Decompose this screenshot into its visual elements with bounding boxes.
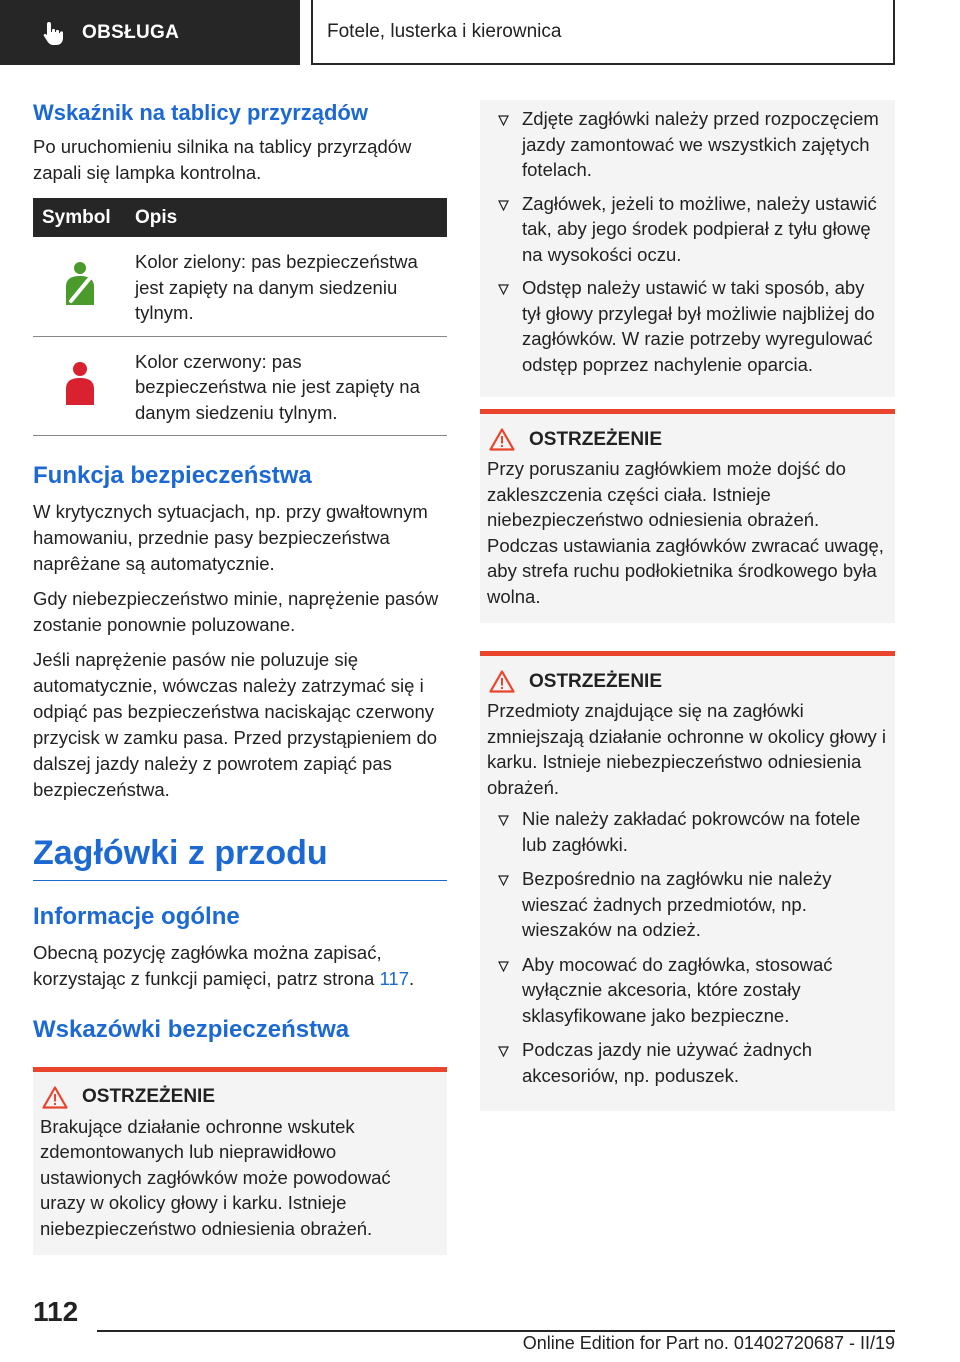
list-item-text: Nie należy zakładać pokrowców na fotele lub zagłówki. xyxy=(522,808,861,855)
chapter-title: Fotele, lusterka i kierownica xyxy=(311,0,895,65)
description-cell: Kolor zielony: pas bezpieczeństwa jest zapięty na danym siedzeniu tylnym. xyxy=(126,237,447,336)
list-item xyxy=(487,1037,887,1088)
hand-pointer-icon xyxy=(40,19,68,47)
tips-list xyxy=(480,100,895,397)
warning-triangle-icon xyxy=(489,428,515,451)
list-item xyxy=(487,866,887,943)
table-header-symbol: Symbol xyxy=(33,198,126,237)
list-item-text: Bezpośrednio na zagłówku nie należy wieszać żadnych przedmiotów, np. wieszaków na odzież. xyxy=(522,868,832,940)
symbol-cell xyxy=(33,336,126,436)
safety-heading: Funkcja bezpieczeństwa xyxy=(33,462,312,490)
bullet-triangle-icon xyxy=(498,115,509,126)
list-item-text: Aby mocować do zagłówka, stosować wyłącznie akcesoria, które zostały sklasyfikowane jako bezpieczne. xyxy=(522,953,833,1026)
warning-header xyxy=(487,670,887,693)
bullet-triangle-icon xyxy=(498,1046,509,1057)
page-reference-link[interactable]: 117 xyxy=(379,967,409,989)
warning-title: OSTRZEŻENIE xyxy=(529,670,663,692)
warning-list xyxy=(487,806,887,1088)
right-column xyxy=(480,100,895,1111)
list-item xyxy=(487,806,887,857)
list-item xyxy=(488,106,885,183)
warning-header xyxy=(40,1086,439,1109)
list-item xyxy=(488,191,885,268)
seatbelt-fastened-icon xyxy=(60,261,100,307)
left-column xyxy=(33,100,447,1255)
bullet-triangle-icon xyxy=(498,200,509,211)
warning-title: OSTRZEŻENIE xyxy=(529,428,663,450)
section-label: OBSŁUGA xyxy=(82,21,180,43)
warning-triangle-icon xyxy=(42,1086,68,1109)
general-text-end: . xyxy=(409,967,415,989)
warning-box xyxy=(33,1067,447,1256)
warning-text: Przy poruszaniu zagłówkiem może dojść do zakleszczenia części ciała. Istnieje niebezpieczeństwo odniesienia obrażeń. Podczas ustawiania zagłówków zwracać uwagę, aby strefa ruchu podłokietnika środkowego była wolna. xyxy=(487,458,884,607)
table-header-description: Opis xyxy=(126,198,447,237)
general-heading: Informacje ogólne xyxy=(33,902,240,930)
warning-text: Brakujące działanie ochronne wskutek zdemontowanych lub nieprawidłowo ustawionych zagłówków może powodować urazy w okolicy głowy i karku. Istnieje niebezpieczeństwo odniesienia obrażeń. xyxy=(40,1115,391,1239)
bullet-triangle-icon xyxy=(498,284,509,295)
list-item-text: Zdjęte zagłówki należy przed rozpoczęciem jazdy zamontować we wszystkich zajętych fotelach. xyxy=(522,108,879,180)
page-header xyxy=(0,0,960,66)
page-number: 112 xyxy=(33,1296,79,1327)
list-item-text: Zagłówek, jeżeli to możliwe, należy ustawić tak, aby jego środek podpierał z tyłu głowę na wysokości oczu. xyxy=(522,192,877,265)
safety-paragraph: W krytycznych sytuacjach, np. przy gwałtownym hamowaniu, przednie pasy bezpieczeństwa naprêżane są automatycznie. xyxy=(33,501,428,575)
list-item-text: Podczas jazdy nie używać żadnych akcesoriów, np. poduszek. xyxy=(522,1039,812,1086)
safety-paragraph: Gdy niebezpieczeństwo minie, naprężenie pasów zostanie ponownie poluzowane. xyxy=(33,588,439,636)
tips-heading: Wskazówki bezpieczeństwa xyxy=(33,1015,350,1043)
warning-header xyxy=(487,428,887,451)
bullet-triangle-icon xyxy=(498,815,509,826)
bullet-triangle-icon xyxy=(498,961,509,972)
indicator-text: Po uruchomieniu silnika na tablicy przyrządów zapali się lampka kontrolna. xyxy=(33,136,412,184)
list-item xyxy=(487,952,887,1029)
symbol-cell xyxy=(33,237,126,336)
headrests-heading: Zagłówki z przodu xyxy=(33,833,447,881)
list-item-text: Odstęp należy ustawić w taki sposób, aby tył głowy przylegał był możliwie najbliżej do zagłówków. W razie potrzeby wyregulować odstęp poprzez nachylenie oparcia. xyxy=(522,277,875,375)
general-text-part: Obecną pozycję zagłówka można zapisać, korzystając z funkcji pamięci, patrz strona xyxy=(33,941,382,989)
warning-text: Przedmioty znajdujące się na zagłówki zmniejszają działanie ochronne w okolicy głowy i karku. Istnieje niebezpieczeństwo odniesienia obrażeń. xyxy=(487,700,886,798)
warning-triangle-icon xyxy=(489,670,515,693)
warning-box xyxy=(480,409,895,623)
warning-box xyxy=(480,651,895,1111)
footer-divider xyxy=(97,1330,895,1332)
safety-paragraph: Jeśli naprężenie pasów nie poluzuje się automatycznie, wówczas należy zatrzymać się i odpiąć pas bezpieczeństwa naciskając czerwony przycisk w zamku pasa. Przed przystąpieniem do dalszej jazdy należy z powrotem zapiąć pas bezpieczeństwa. xyxy=(33,649,438,801)
indicator-heading: Wskaźnik na tablicy przyrządów xyxy=(33,100,368,125)
symbol-table xyxy=(33,198,447,436)
general-text xyxy=(33,940,447,992)
list-item xyxy=(488,275,885,377)
table-row xyxy=(33,237,447,336)
seatbelt-unfastened-icon xyxy=(60,361,100,407)
table-row xyxy=(33,336,447,436)
edition-label: Online Edition for Part no. 01402720687 - II/19 xyxy=(522,1333,895,1353)
bullet-triangle-icon xyxy=(498,875,509,886)
description-cell: Kolor czerwony: pas bezpieczeństwa nie jest zapięty na danym siedzeniu tylnym. xyxy=(126,336,447,436)
section-tab[interactable] xyxy=(0,0,300,65)
warning-title: OSTRZEŻENIE xyxy=(82,1086,216,1108)
